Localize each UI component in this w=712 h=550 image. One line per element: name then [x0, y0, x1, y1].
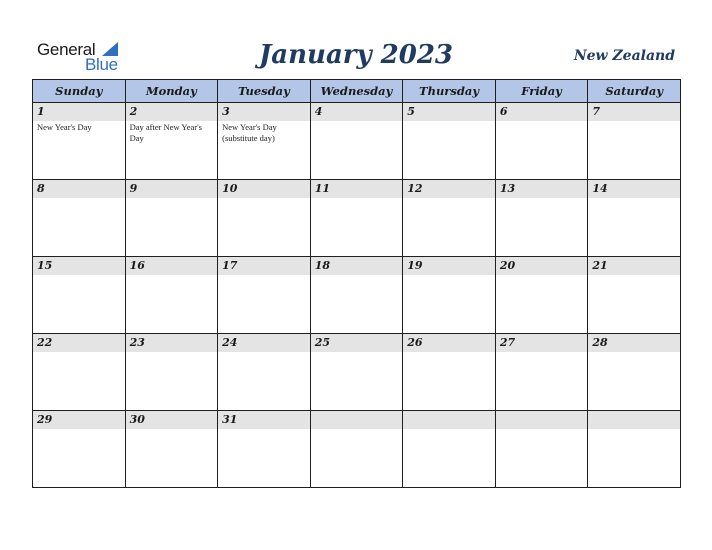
- day-number: 20: [496, 257, 588, 275]
- day-cell: [495, 180, 588, 257]
- empty-day-cell: [588, 411, 681, 488]
- day-cell: [495, 257, 588, 334]
- day-cell: [588, 180, 681, 257]
- day-number: 6: [496, 103, 588, 121]
- weekday-sunday: Sunday: [33, 80, 126, 103]
- day-number: 16: [126, 257, 218, 275]
- empty-day-cell: [495, 411, 588, 488]
- day-number: 12: [403, 180, 495, 198]
- day-number: 11: [311, 180, 403, 198]
- day-cell: [588, 257, 681, 334]
- day-cell: [33, 334, 126, 411]
- day-cell: [403, 103, 496, 180]
- day-number: 21: [588, 257, 680, 275]
- day-number: 2: [126, 103, 218, 121]
- week-row: [33, 257, 681, 334]
- day-cell: [125, 411, 218, 488]
- logo-flag-icon: [102, 42, 118, 56]
- generalblue-logo: [37, 40, 137, 74]
- day-cell: [310, 334, 403, 411]
- day-cell: [125, 180, 218, 257]
- day-number: 7: [588, 103, 680, 121]
- week-row: [33, 334, 681, 411]
- day-cell: [588, 103, 681, 180]
- day-number: 25: [311, 334, 403, 352]
- day-cell: [310, 103, 403, 180]
- week-row: [33, 411, 681, 488]
- weekday-saturday: Saturday: [588, 80, 681, 103]
- day-cell: [218, 257, 311, 334]
- day-cell: [218, 411, 311, 488]
- weekday-tuesday: Tuesday: [218, 80, 311, 103]
- calendar-body: [33, 103, 681, 488]
- day-number: 30: [126, 411, 218, 429]
- day-number: 26: [403, 334, 495, 352]
- calendar-title: January 2023: [258, 40, 454, 70]
- day-cell: [218, 103, 311, 180]
- day-cell: [403, 180, 496, 257]
- empty-day-cell: [403, 411, 496, 488]
- day-cell: [588, 334, 681, 411]
- day-cell: [310, 180, 403, 257]
- day-number: 24: [218, 334, 310, 352]
- day-number: 8: [33, 180, 125, 198]
- day-cell: [33, 103, 126, 180]
- logo-blue-text: Blue: [85, 55, 118, 74]
- day-number: 29: [33, 411, 125, 429]
- day-number: 31: [218, 411, 310, 429]
- day-number: 4: [311, 103, 403, 121]
- calendar-grid: [32, 79, 681, 488]
- day-number: 18: [311, 257, 403, 275]
- empty-day-cell: [310, 411, 403, 488]
- day-number: 14: [588, 180, 680, 198]
- day-number: 15: [33, 257, 125, 275]
- day-number: 3: [218, 103, 310, 121]
- day-number: [311, 411, 403, 429]
- day-number: 17: [218, 257, 310, 275]
- day-cell: [125, 334, 218, 411]
- day-number: 19: [403, 257, 495, 275]
- day-number: 13: [496, 180, 588, 198]
- logo-general-text: General: [37, 40, 96, 59]
- day-cell: [218, 180, 311, 257]
- day-number: [588, 411, 680, 429]
- day-cell: [33, 411, 126, 488]
- day-number: [496, 411, 588, 429]
- day-cell: [495, 103, 588, 180]
- day-cell: [33, 257, 126, 334]
- day-cell: [125, 257, 218, 334]
- holiday-label: New Year's Day: [37, 122, 92, 132]
- day-number: 10: [218, 180, 310, 198]
- country-name: New Zealand: [573, 48, 675, 64]
- day-cell: [310, 257, 403, 334]
- day-cell: [218, 334, 311, 411]
- day-number: 23: [126, 334, 218, 352]
- weekday-wednesday: Wednesday: [310, 80, 403, 103]
- day-number: 22: [33, 334, 125, 352]
- day-number: [403, 411, 495, 429]
- day-cell: [33, 180, 126, 257]
- day-cell: [403, 257, 496, 334]
- day-number: 9: [126, 180, 218, 198]
- weekday-monday: Monday: [125, 80, 218, 103]
- weekday-thursday: Thursday: [403, 80, 496, 103]
- week-row: [33, 103, 681, 180]
- day-cell: [495, 334, 588, 411]
- holiday-label: New Year's Day (substitute day): [222, 122, 277, 143]
- day-cell: [403, 334, 496, 411]
- day-number: 28: [588, 334, 680, 352]
- day-number: 5: [403, 103, 495, 121]
- holiday-label: Day after New Year's Day: [129, 122, 202, 143]
- weekday-friday: Friday: [495, 80, 588, 103]
- week-row: [33, 180, 681, 257]
- day-number: 1: [33, 103, 125, 121]
- day-cell: [125, 103, 218, 180]
- weekday-header-row: [33, 80, 681, 103]
- day-number: 27: [496, 334, 588, 352]
